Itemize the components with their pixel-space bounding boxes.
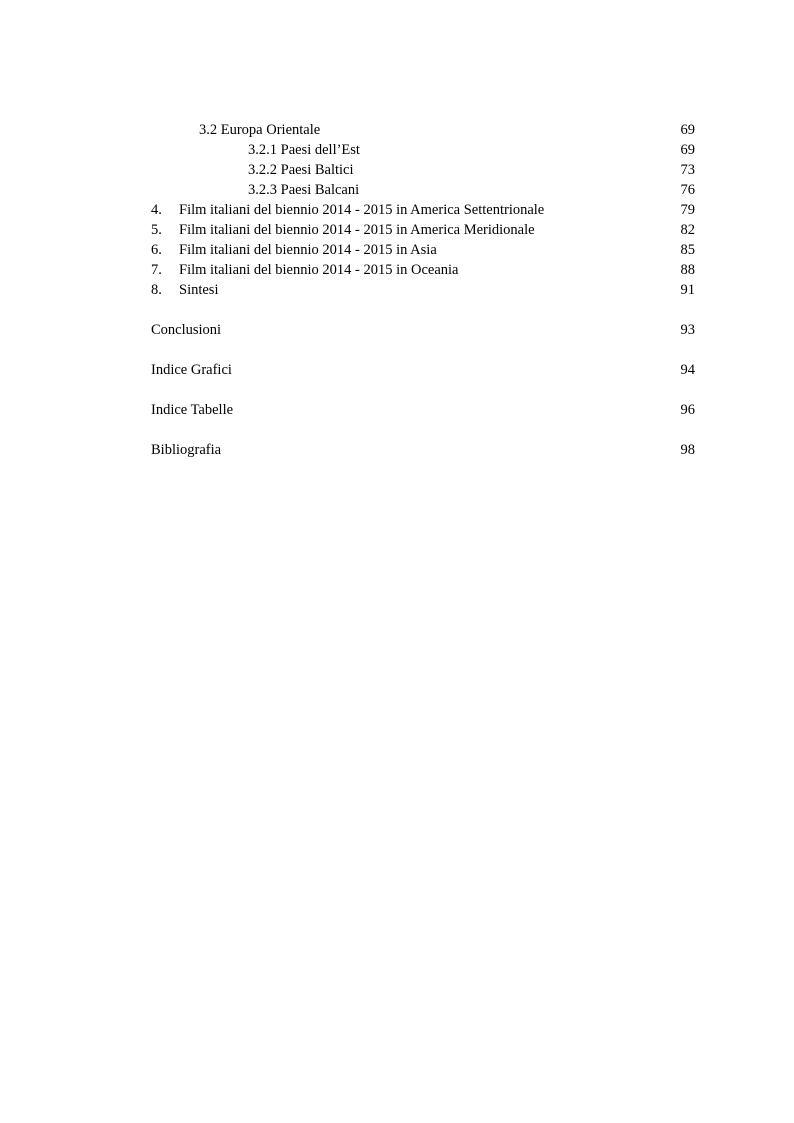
toc-entry-conclusioni (0, 320, 794, 340)
toc-entry-title: Conclusioni (151, 322, 222, 338)
toc-entry-title: 3.2 Europa Orientale (199, 122, 321, 138)
toc-entry-title: Indice Grafici (151, 362, 232, 378)
toc-entry-title: Film italiani del biennio 2014 - 2015 in America Meridionale (179, 222, 535, 238)
toc-entry-page: 93 (680, 322, 695, 338)
toc-entry-8 (0, 280, 794, 300)
toc-entry-title: 3.2.2 Paesi Baltici (248, 162, 354, 178)
toc-entry-title: Film italiani del biennio 2014 - 2015 in America Settentrionale (179, 202, 545, 218)
toc-entry-page: 69 (680, 122, 695, 138)
toc-entry-page: 69 (680, 142, 695, 158)
table-of-contents (0, 120, 794, 460)
toc-entry-title: Film italiani del biennio 2014 - 2015 in Oceania (179, 262, 459, 278)
toc-entry-3-2-2 (0, 160, 794, 180)
toc-entry-page: 73 (680, 162, 695, 178)
toc-entry-bibliografia (0, 440, 794, 460)
toc-entry-title: 3.2.3 Paesi Balcani (248, 182, 360, 198)
toc-entry-page: 79 (680, 202, 695, 218)
toc-entry-3-2 (0, 120, 794, 140)
toc-entry-indice-tabelle (0, 400, 794, 420)
toc-entry-number: 7. (151, 262, 162, 278)
toc-entry-title: Indice Tabelle (151, 402, 234, 418)
toc-entry-page: 98 (680, 442, 695, 458)
toc-entry-number: 6. (151, 242, 162, 258)
toc-entry-4 (0, 200, 794, 220)
toc-entry-3-2-1 (0, 140, 794, 160)
toc-entry-title: Sintesi (179, 282, 219, 298)
toc-entry-number: 8. (151, 282, 162, 298)
toc-entry-page: 94 (680, 362, 695, 378)
toc-entry-6 (0, 240, 794, 260)
toc-entry-7 (0, 260, 794, 280)
toc-entry-page: 82 (680, 222, 695, 238)
toc-entry-5 (0, 220, 794, 240)
toc-entry-3-2-3 (0, 180, 794, 200)
toc-entry-page: 85 (680, 242, 695, 258)
toc-entry-title: 3.2.1 Paesi dell’Est (248, 142, 360, 158)
toc-entry-number: 5. (151, 222, 162, 238)
toc-entry-page: 91 (680, 282, 695, 298)
toc-entry-title: Film italiani del biennio 2014 - 2015 in Asia (179, 242, 437, 258)
toc-entry-indice-grafici (0, 360, 794, 380)
toc-entry-title: Bibliografia (151, 442, 222, 458)
toc-entry-page: 88 (680, 262, 695, 278)
toc-entry-page: 76 (680, 182, 695, 198)
toc-entry-number: 4. (151, 202, 162, 218)
toc-entry-page: 96 (680, 402, 695, 418)
